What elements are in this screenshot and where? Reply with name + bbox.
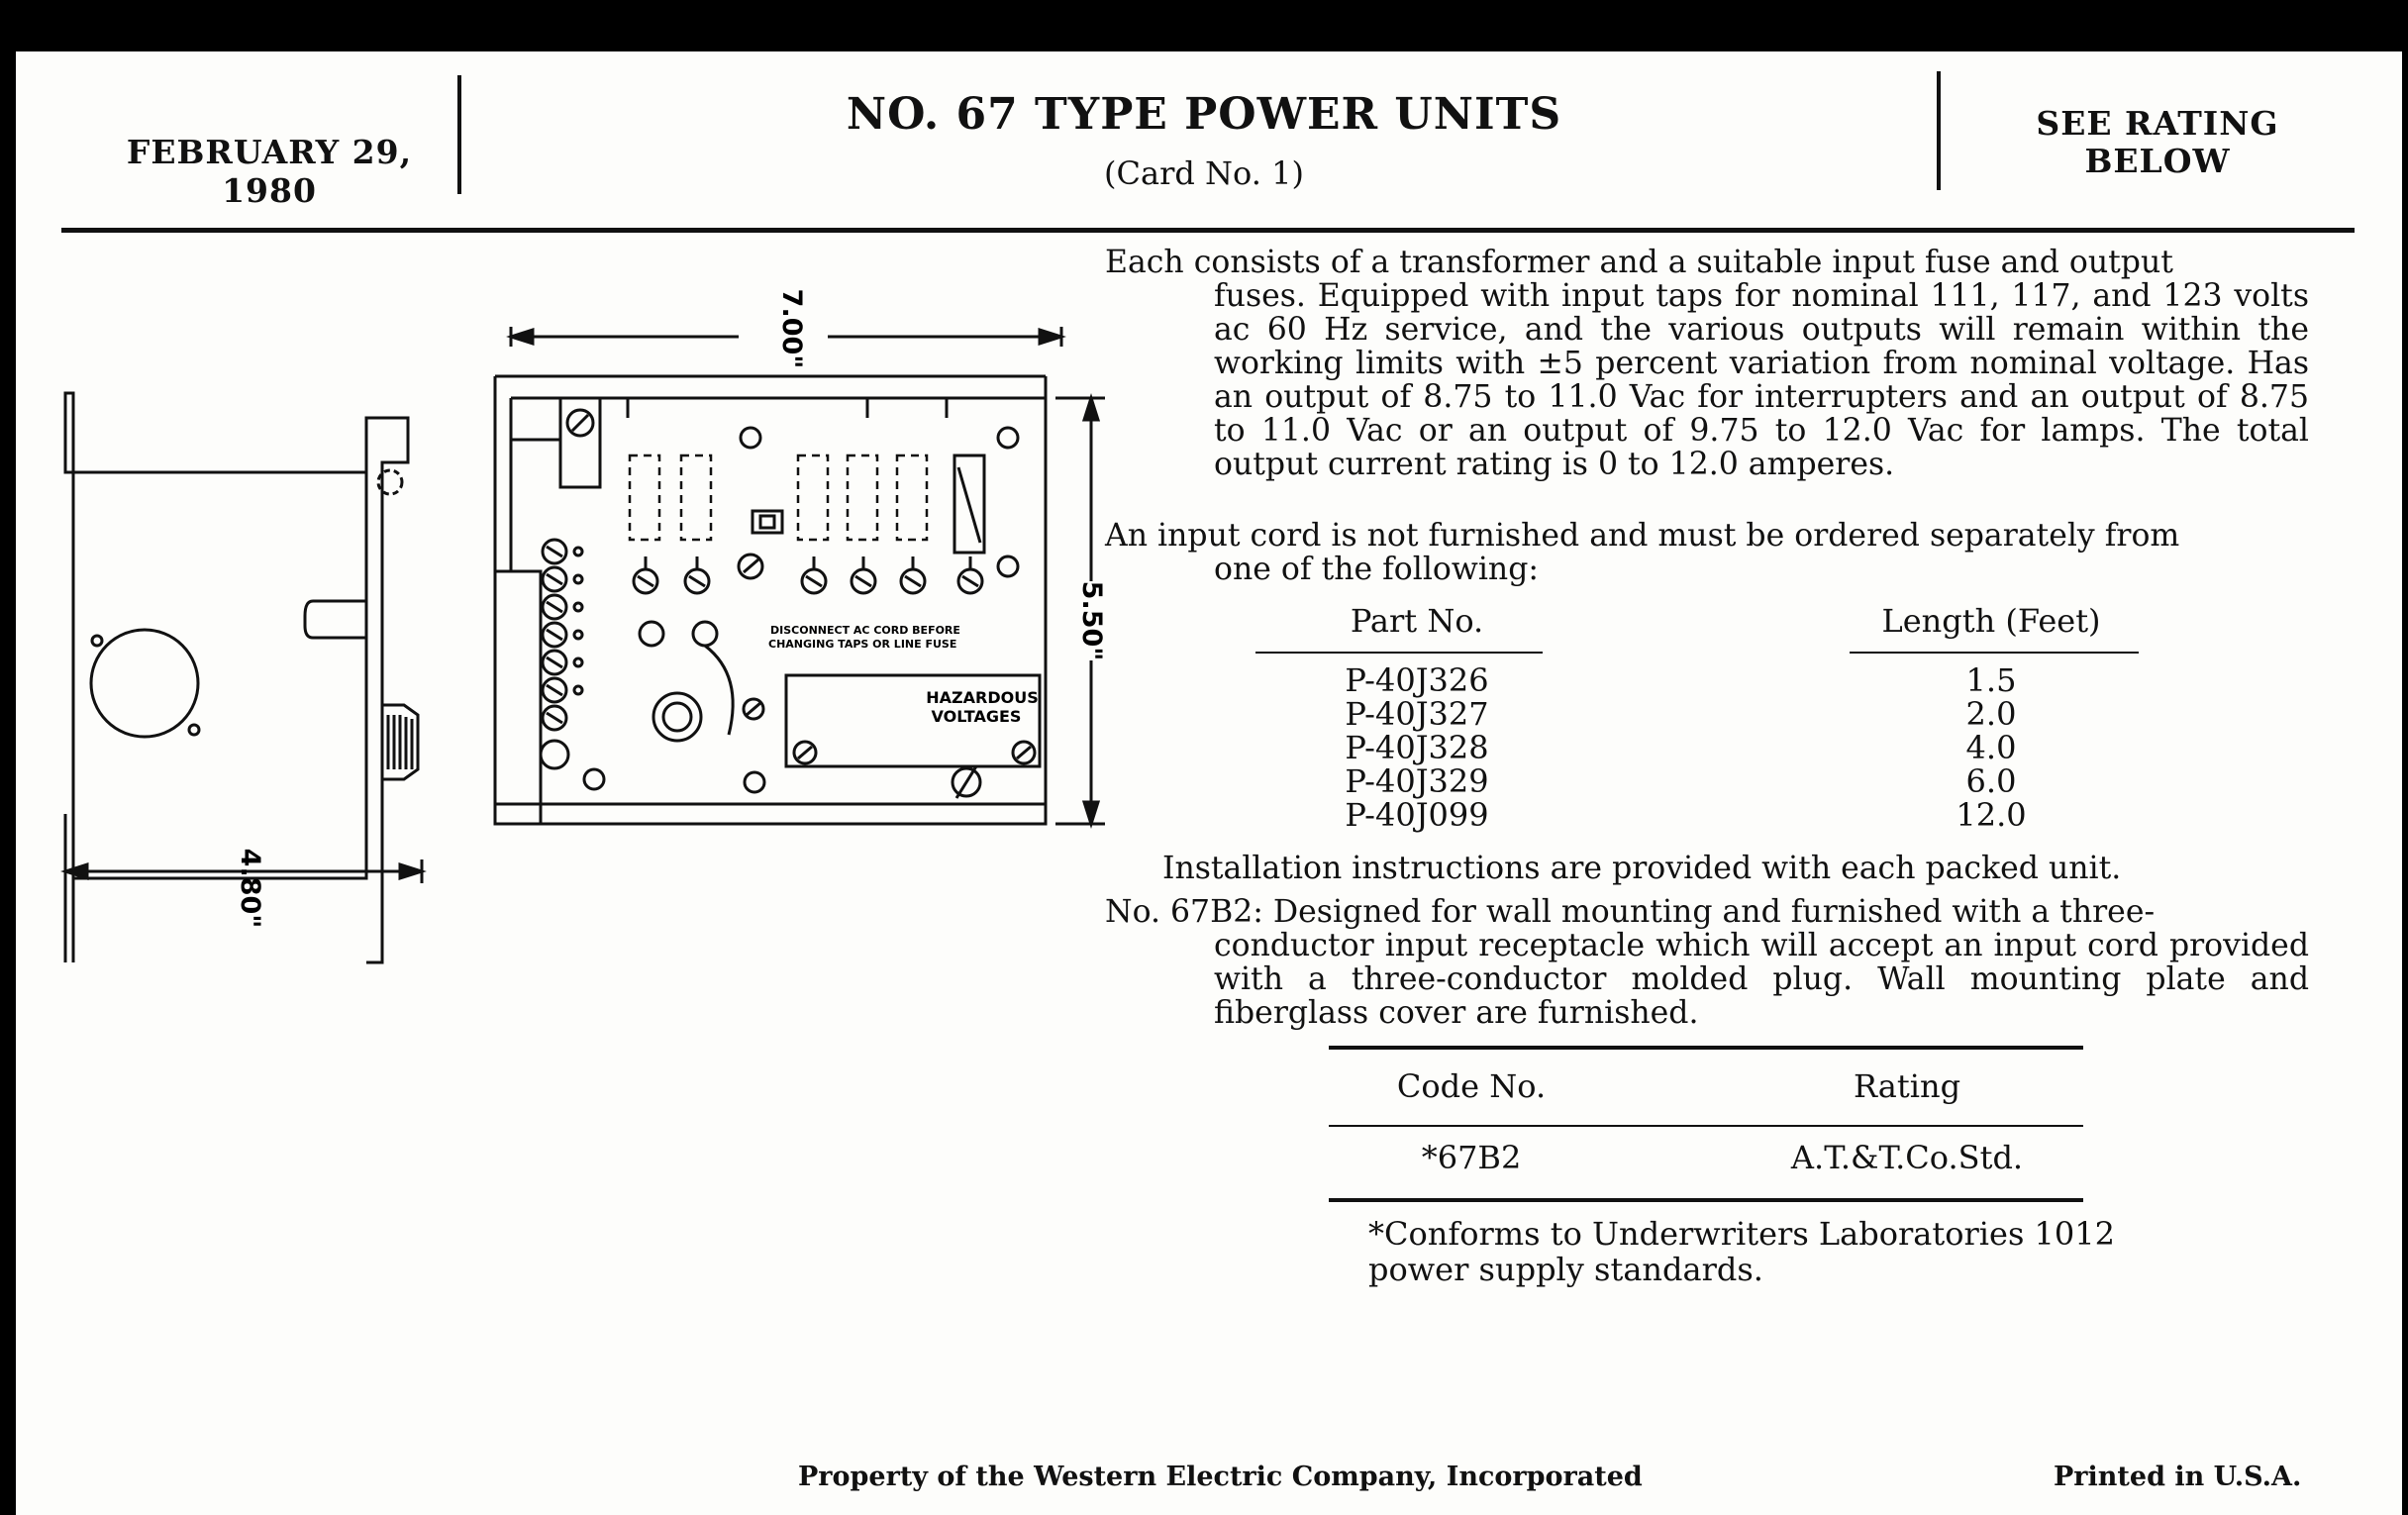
rating-note (1964, 105, 2351, 180)
power-unit-drawing (16, 230, 1107, 929)
warning-line2: CHANGING TAPS OR LINE FUSE (768, 638, 957, 651)
card-date: FEBRUARY 29, 1980 (126, 133, 413, 210)
cord-length-cell: 6.0 (1965, 762, 2017, 800)
page-title: NO. 67 TYPE POWER UNITS (846, 89, 1562, 140)
cord-header-rule-left (1255, 652, 1543, 654)
cord-length-cell: 12.0 (1956, 796, 2027, 834)
cord-header-length: Length (Feet) (1881, 602, 2101, 640)
rating-cell: A.T.&T.Co.Std. (1790, 1139, 2024, 1176)
footer-printed: Printed in U.S.A. (2054, 1462, 2302, 1492)
cord-length-cell: 1.5 (1965, 661, 2017, 699)
description-first-line: Each consists of a transformer and a suitable input fuse and output (1105, 245, 2173, 280)
code-table-mid-rule (1329, 1125, 2083, 1127)
model-67b2-paragraph (1105, 895, 2309, 1030)
cord-part-cell: P-40J328 (1345, 729, 1489, 766)
cord-length-cell: 2.0 (1965, 695, 2017, 733)
side-dim-label: 4.80" (235, 848, 265, 929)
rating-note-line1: SEE RATING (2036, 104, 2279, 143)
input-cord-first-line: An input cord is not furnished and must be ordered separately from (1105, 518, 2180, 554)
cord-length-cell: 4.0 (1965, 729, 2017, 766)
cord-part-cell: P-40J327 (1345, 695, 1489, 733)
code-table-bottom-rule (1329, 1198, 2083, 1202)
model-67b2-rest: conductor input receptacle which will accept an input cord provided with a three-conductor molded plug. Wall mounting plate and fiberglass cover are furnished. (1214, 928, 2309, 1031)
code-header-code: Code No. (1396, 1067, 1547, 1105)
header-divider-right (1937, 71, 1941, 190)
height-dim-label: 5.50" (1076, 580, 1107, 661)
ul-footnote: *Conforms to Underwriters Laboratories 1012 power supply standards. (1368, 1215, 2115, 1288)
hazard-line1: HAZARDOUS (926, 688, 1039, 707)
input-cord-rest: one of the following: (1214, 552, 1539, 587)
cord-header-part: Part No. (1350, 602, 1484, 640)
cord-part-cell: P-40J326 (1345, 661, 1489, 699)
width-dim-label: 7.00" (776, 288, 807, 369)
installation-note: Installation instructions are provided with each packed unit. (1162, 851, 2122, 886)
cord-header-rule-right (1850, 652, 2139, 654)
spec-card (16, 51, 2402, 1515)
cord-part-cell: P-40J099 (1345, 796, 1489, 834)
warning-line1: DISCONNECT AC CORD BEFORE (770, 624, 960, 637)
front-view-outline (495, 376, 1046, 824)
cord-part-cell: P-40J329 (1345, 762, 1489, 800)
rating-note-line2: BELOW (2084, 142, 2231, 180)
model-67b2-first-line: No. 67B2: Designed for wall mounting and furnished with a three- (1105, 894, 2156, 930)
code-header-rating: Rating (1853, 1067, 1961, 1105)
input-cord-paragraph (1105, 519, 2309, 586)
footer-property: Property of the Western Electric Company, Incorporated (798, 1462, 1643, 1492)
hazard-line2: VOLTAGES (931, 707, 1022, 726)
page-subtitle: (Card No. 1) (1104, 154, 1304, 192)
description-rest: fuses. Equipped with input taps for nominal 111, 117, and 123 volts ac 60 Hz service, and the various outputs will remain within the working limits with ±5 percent variation from nominal voltage. Has an output of 8.75 to 11.0 Vac for interrupters and an output of 8.75 to 11.0 Vac or an output of 9.75 to 12.0 Vac for lamps. The total output current rating is 0 to 12.0 amperes. (1214, 278, 2309, 482)
description-paragraph (1105, 246, 2309, 481)
code-table-top-rule (1329, 1046, 2083, 1050)
code-cell: *67B2 (1421, 1139, 1522, 1176)
